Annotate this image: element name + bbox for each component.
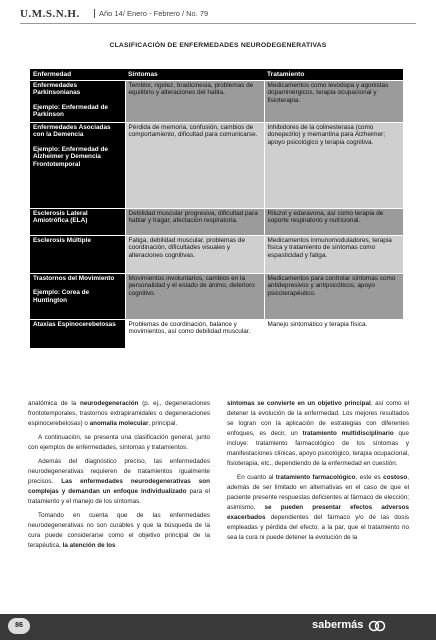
- table-row: [30, 274, 403, 320]
- treatment-cell: Inhibidores de la colinesterasa (como donepezilo) y memantina para Alzheimer; apoyo psicológico y terapia cognitiva.: [264, 123, 403, 209]
- text: , así como el detener la evolución de la enfermedad. Los mejores resultados se logran con la aplicación de estrategias con diferentes enfoques, es decir, un: [227, 400, 409, 437]
- page-footer: [0, 614, 436, 640]
- text: En cuanto al: [237, 474, 276, 481]
- disease-name: Ataxias Espinocerebelosas: [33, 321, 116, 328]
- text: , este es: [355, 474, 384, 481]
- text: , además de ser limitado en alternativas en el caso de que el paciente presente respuestas deficientes al fármaco de elección; asimismo,: [227, 474, 409, 511]
- column-header: Tratamiento: [264, 69, 403, 81]
- bold-text: Las enfermedades neurodegenerativas son complejas y demandan un enfoque individualizado: [28, 478, 210, 495]
- column-header: Enfermedad: [30, 69, 125, 81]
- paragraph: [28, 457, 210, 507]
- disease-name: Esclerosis Múltiple: [33, 237, 91, 244]
- bold-text: síntomas se convierte en un objetivo principal: [227, 400, 371, 407]
- disease-cell: [30, 209, 125, 236]
- symptoms-cell: Debilidad muscular progresiva, dificultad para hablar y tragar, afectación respiratoria.: [125, 209, 264, 236]
- bold-text: tratamiento farmacológico: [275, 474, 356, 481]
- disease-name: Esclerosis Lateral Amiotrófica (ELA): [33, 210, 88, 225]
- text: dependientes del fármaco y/o de las dosis empleadas y pérdida del efecto; a la par, que el tratamiento no sea la cura ni puede detener la evolución de la: [227, 514, 409, 541]
- symptoms-cell: Movimientos involuntarios, cambios en la personalidad y el estado de ánimo, deterioro cognitivo.: [125, 274, 264, 320]
- text: (p. ej., degeneraciones frontotemporales, trastornos extrapiramidales o degeneraciones espinocerebelosas) o: [28, 400, 210, 427]
- text: anatómica de la: [28, 400, 80, 407]
- bold-text: se pueden presentar efectos adversos exacerbados: [227, 504, 409, 521]
- disease-name: Trastornos del Movimiento: [33, 275, 115, 282]
- brand-logo-icon: [368, 617, 386, 635]
- disease-cell: [30, 320, 125, 348]
- bold-text: anomalía molecular: [89, 420, 149, 427]
- table-title: CLASIFICACIÓN DE ENFERMEDADES NEURODEGENERATIVAS: [109, 42, 327, 49]
- table-row: [30, 209, 403, 236]
- disease-cell: [30, 236, 125, 274]
- brand-logo: sabermás: [312, 619, 364, 631]
- treatment-cell: Manejo sintomático y terapia física.: [264, 320, 403, 348]
- disease-example: Ejemplo: Enfermedad de Parkinson: [33, 103, 108, 119]
- classification-table: [30, 69, 403, 348]
- body-column-left: [28, 399, 210, 555]
- table-row: [30, 320, 403, 348]
- issue-info: Año 14/ Enero - Febrero / No. 79: [94, 9, 208, 18]
- treatment-cell: Medicamentos inmunomoduladores, terapia física y tratamiento de síntomas como espasticidad y fatiga.: [264, 236, 403, 274]
- symptoms-cell: Pérdida de memoria, confusión, cambios de comportamiento, dificultad para comunicarse.: [125, 123, 264, 209]
- treatment-cell: Medicamentos como levodopa y agonistas dopaminérgicos, terapia ocupacional y fisioterapia.: [264, 81, 403, 123]
- text: que incluye: tratamiento farmacológico de los síntomas y manifestaciones clínicas, apoyo psicológico, terapia ocupacional, fisioterapia, etc., dependiendo de la enfermedad en cuestión.: [227, 430, 409, 467]
- table-row: [30, 81, 403, 123]
- page-number: 86: [8, 618, 30, 634]
- symptoms-cell: Temblor, rigidez, bradicinesia, problemas de equilibrio y alteraciones del habla.: [125, 81, 264, 123]
- text: Tomando en cuenta que de las enfermedades neurodegenerativas no son curables y que la búsqueda de la cura puede considerarse como el objetivo principal de la terapéutica,: [28, 512, 210, 549]
- text: para el tratamiento y el manejo de los síntomas.: [28, 488, 210, 505]
- text: , principal.: [148, 420, 178, 427]
- disease-example: Ejemplo: Corea de Huntington: [33, 289, 90, 304]
- disease-example: Ejemplo: Enfermedad de Alzheimer y Demencia Frontotemporal: [33, 145, 108, 168]
- bold-text: tratamiento multidisciplinario: [302, 430, 394, 437]
- page-header: [20, 8, 416, 24]
- symptoms-cell: Problemas de coordinación, balance y movimientos, así como debilidad muscular.: [125, 320, 264, 348]
- treatment-cell: Riluzol y edaravona, así como terapia de soporte respiratorio y nutricional.: [264, 209, 403, 236]
- journal-name: U.M.S.N.H.: [20, 8, 80, 20]
- disease-cell: [30, 123, 125, 209]
- paragraph: [28, 511, 210, 551]
- bold-text: neurodegeneración: [79, 400, 139, 407]
- paragraph: [227, 473, 409, 543]
- table-header-row: [30, 69, 403, 81]
- disease-name: Enfermedades Asociadas con la Demencia: [33, 124, 111, 139]
- paragraph: [227, 399, 409, 469]
- symptoms-cell: Fatiga, debilidad muscular, problemas de coordinación, dificultades visuales y alteraciones cognitivas.: [125, 236, 264, 274]
- table-row: [30, 123, 403, 209]
- disease-name: Enfermedades Parkinsonianas: [33, 82, 81, 97]
- bold-text: la atención de los: [62, 542, 116, 549]
- column-header: Síntomas: [125, 69, 264, 81]
- header-rule: [20, 23, 416, 24]
- body-column-right: [227, 399, 409, 547]
- paragraph: [28, 399, 210, 429]
- disease-cell: [30, 81, 125, 123]
- text: Además del diagnóstico preciso, las enfermedades neurodegenerativas requieren de tratamientos igualmente precisos.: [28, 458, 210, 485]
- treatment-cell: Medicamentos para controlar síntomas como antidepresivos y antipsicóticos; apoyo psicoterapéutico.: [264, 274, 403, 320]
- disease-cell: [30, 274, 125, 320]
- table-row: [30, 236, 403, 274]
- bold-text: costoso: [383, 474, 408, 481]
- paragraph: A continuación, se presenta una clasificación general, junto con ejemplos de enfermedades, síntomas y tratamientos.: [28, 434, 210, 451]
